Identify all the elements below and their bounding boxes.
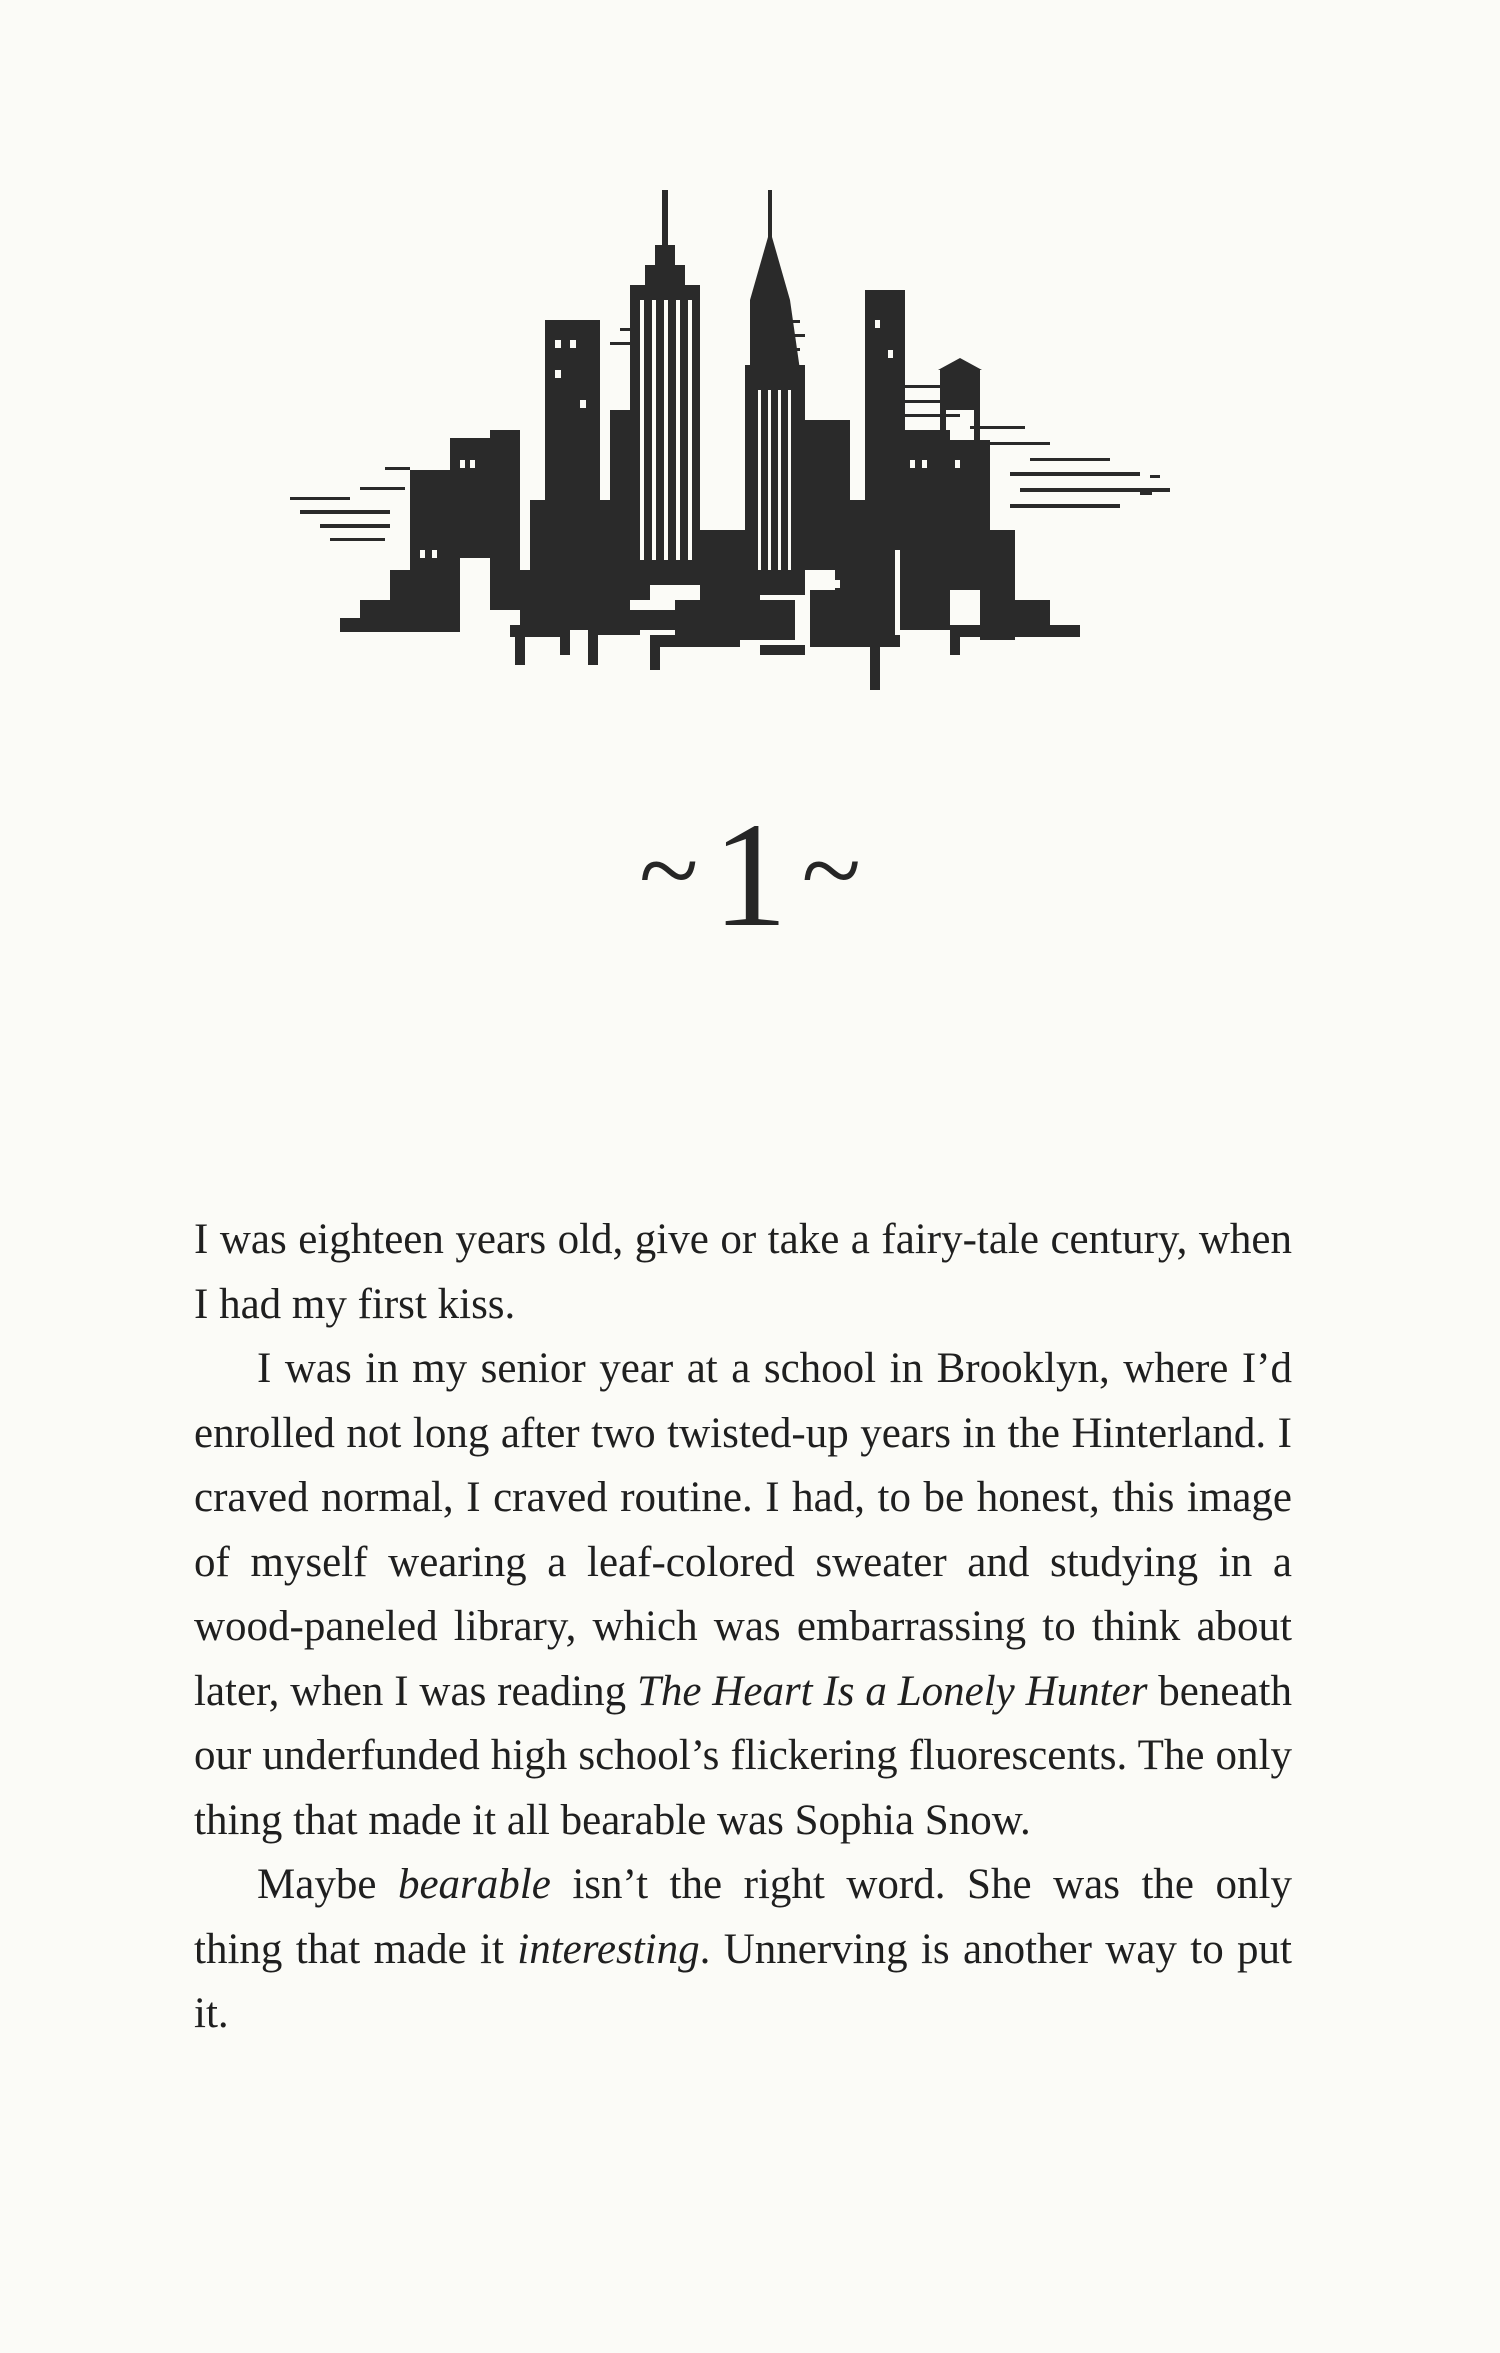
chapter-body-text: [194, 1208, 1292, 2047]
chapter-ornament-right: ~: [801, 809, 862, 931]
book-title-italic: The Heart Is a Lonely Hunter: [636, 1667, 1148, 1715]
chapter-ornament-left: ~: [638, 809, 699, 931]
paragraph: [194, 1208, 1292, 1337]
city-skyline-illustration: [290, 170, 1190, 740]
paragraph-text: beneath our underfunded high school’s flickering fluorescents. The only thing that made it all bearable was Sophia Snow.: [194, 1667, 1293, 1844]
paragraph-text: . Unnerving is another way to put it.: [194, 1925, 1292, 2037]
chapter-number: [0, 792, 1500, 958]
paragraph: [194, 1853, 1292, 2047]
chapter-number-digit: 1: [712, 792, 788, 958]
emphasis-italic: interesting: [517, 1925, 700, 1973]
paragraph-text: I was in my senior year at a school in Brooklyn, where I’d enrolled not long after two twisted-up years in the Hinterland. I craved normal, I craved routine. I had, to be honest, this image of myself wearing a leaf-colored sweater and studying in a wood-paneled library, which was embarrassing to think about later, when I was reading: [194, 1345, 1292, 1715]
paragraph: [194, 1337, 1292, 1853]
paragraph-text: I was eighteen years old, give or take a fairy-tale century, when I had my first kiss.: [194, 1216, 1292, 1328]
paragraph-text: Maybe: [257, 1861, 398, 1908]
emphasis-italic: bearable: [397, 1861, 551, 1908]
paragraph-text: isn’t the right word. She was the only thing that made it: [194, 1861, 1293, 1973]
